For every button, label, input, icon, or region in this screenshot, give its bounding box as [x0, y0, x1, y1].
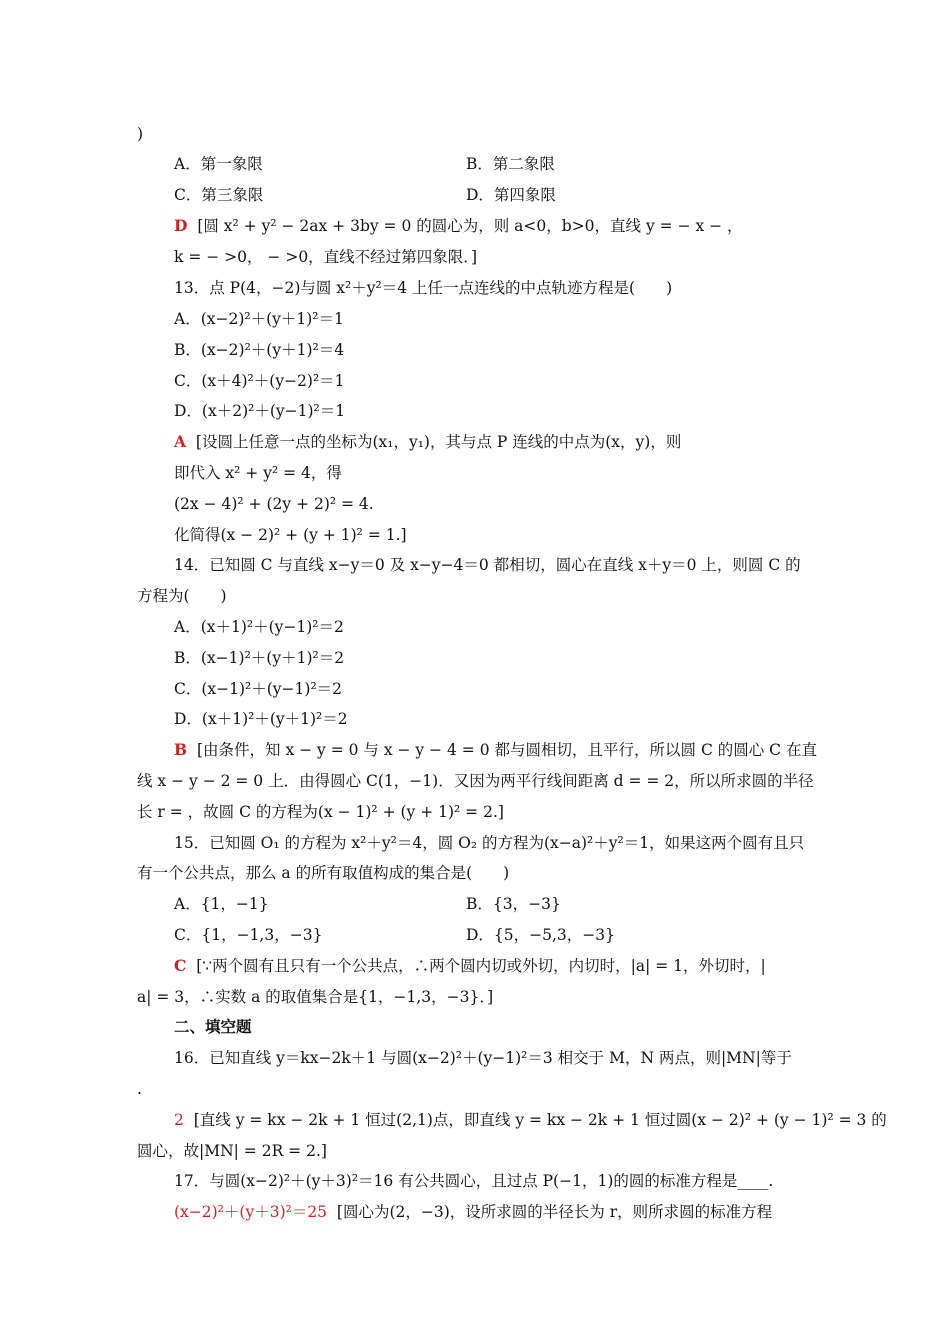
solution-line: 长 r = ，故圆 C 的方程为(x − 1)² + (y + 1)² = 2.]	[137, 803, 504, 821]
question-13: 13．点 P(4，−2)与圆 x²＋y²＝4 上任一点连线的中点轨迹方程是( )	[174, 279, 673, 297]
option-c: C．(x＋4)²＋(y−2)²＝1	[174, 372, 345, 390]
question-15: 15．已知圆 O₁ 的方程为 x²＋y²＝4，圆 O₂ 的方程为(x−a)²＋y²＝1，如果这两个圆有且只	[174, 834, 805, 852]
option-c: C．{1，−1,3，−3}	[174, 926, 323, 944]
question-17: 17．与圆(x−2)²＋(y＋3)²＝16 有公共圆心，且过点 P(−1，1)的圆的标准方程是____.	[174, 1172, 774, 1190]
answer-letter: C	[174, 956, 187, 975]
option-d: D．第四象限	[466, 186, 556, 204]
solution-line: k = − >0， − >0，直线不经过第四象限．]	[174, 248, 477, 266]
option-a: A．(x−2)²＋(y＋1)²＝1	[174, 310, 344, 328]
solution-text: [由条件，知 x − y = 0 与 x − y − 4 = 0 都与圆相切，且平行，所以圆 C 的圆心 C 在直	[196, 741, 817, 759]
option-b: B．(x−2)²＋(y＋1)²＝4	[174, 341, 345, 359]
solution-line: (2x − 4)² + (2y + 2)² = 4.	[174, 495, 374, 513]
answer-value: (x−2)²＋(y＋3)²＝25	[174, 1203, 328, 1221]
solution-line	[174, 956, 766, 976]
answer-letter: B	[174, 740, 188, 759]
option-b: B．(x−1)²＋(y＋1)²＝2	[174, 649, 345, 667]
solution-text: [设圆上任意一点的坐标为(x₁，y₁)，其与点 P 连线的中点为(x，y)，则	[195, 433, 682, 451]
option-d: D．(x＋1)²＋(y＋1)²＝2	[174, 710, 348, 728]
option-a: A．(x＋1)²＋(y−1)²＝2	[174, 618, 344, 636]
answer-letter: A	[174, 432, 187, 451]
option-b: B．第二象限	[466, 155, 555, 173]
option-d: D．(x＋2)²＋(y−1)²＝1	[174, 402, 346, 420]
text-line: )	[137, 125, 144, 143]
question-16-cont: .	[137, 1080, 142, 1098]
solution-text: [圆 x² + y² − 2ax + 3by = 0 的圆心为，则 a<0，b>0，直线 y = − x − ，	[197, 217, 743, 235]
answer-value: 2	[174, 1111, 184, 1129]
solution-line	[174, 432, 681, 452]
solution-text: [直线 y = kx − 2k + 1 恒过(2,1)点，即直线 y = kx − 2k + 1 恒过圆(x − 2)² + (y − 1)² = 3 的	[193, 1111, 887, 1129]
question-14: 14．已知圆 C 与直线 x−y＝0 及 x−y−4＝0 都相切，圆心在直线 x＋y＝0 上，则圆 C 的	[174, 556, 801, 574]
solution-line	[174, 1110, 887, 1130]
option-c: C．第三象限	[174, 186, 264, 204]
solution-line: 线 x − y − 2 = 0 上．由得圆心 C(1，−1)．又因为两平行线间距离 d = = 2，所以所求圆的半径	[137, 772, 814, 790]
option-b: B．{3，−3}	[466, 895, 561, 913]
option-a: A．{1，−1}	[174, 895, 269, 913]
solution-line	[174, 1202, 772, 1222]
question-15-cont: 有一个公共点，那么 a 的所有取值构成的集合是( )	[137, 864, 510, 882]
option-d: D．{5，−5,3，−3}	[466, 926, 615, 944]
section-heading: 二、填空题	[174, 1017, 252, 1036]
question-16: 16．已知直线 y＝kx−2k＋1 与圆(x−2)²＋(y−1)²＝3 相交于 M，N 两点，则|MN|等于	[174, 1049, 792, 1067]
question-14-cont: 方程为( )	[137, 587, 227, 605]
solution-text: [圆心为(2，−3)，设所求圆的半径长为 r，则所求圆的标准方程	[336, 1203, 773, 1221]
solution-line	[174, 216, 743, 236]
option-a: A．第一象限	[174, 155, 263, 173]
solution-text: [∵两个圆有且只有一个公共点，∴两个圆内切或外切，内切时，|a| = 1，外切时，|	[196, 957, 766, 975]
answer-letter: D	[174, 216, 188, 235]
solution-line: a| = 3，∴实数 a 的取值集合是{1，−1,3，−3}．]	[137, 988, 494, 1006]
solution-line: 即代入 x² + y² = 4，得	[174, 464, 342, 482]
solution-line: 化简得(x − 2)² + (y + 1)² = 1.]	[174, 526, 407, 544]
solution-line: 圆心，故|MN| = 2R = 2.]	[137, 1142, 327, 1160]
solution-line	[174, 740, 817, 760]
option-c: C．(x−1)²＋(y−1)²＝2	[174, 680, 343, 698]
